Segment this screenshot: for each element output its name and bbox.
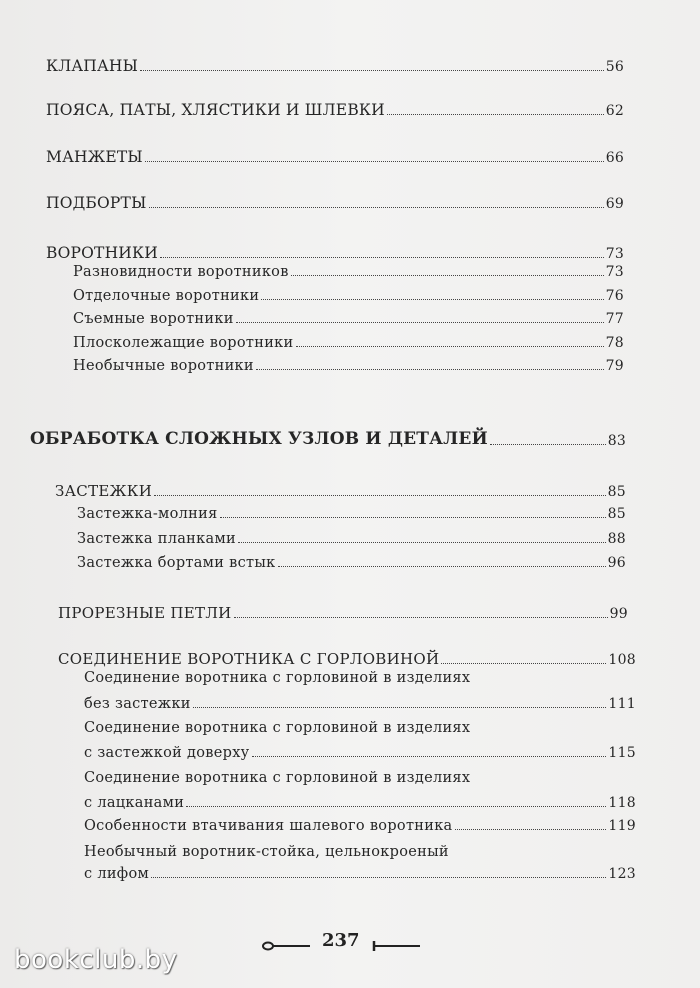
toc-subentry xyxy=(73,288,624,304)
toc-entry-label: с лифом xyxy=(84,866,150,882)
toc-entry-fasteners xyxy=(55,482,626,500)
toc-subentry xyxy=(84,795,636,811)
toc-subentry xyxy=(84,696,636,712)
toc-entry-collars xyxy=(46,244,624,262)
toc-entry-label: Необычные воротники xyxy=(73,358,254,374)
toc-page-number: 99 xyxy=(609,606,628,622)
dot-leader xyxy=(441,663,606,664)
dot-leader xyxy=(151,877,606,878)
toc-page-number: 118 xyxy=(608,795,636,811)
toc-entry-facings xyxy=(46,194,624,212)
toc-subentry xyxy=(73,264,624,280)
toc-entry-label: Застежка планками xyxy=(77,531,236,547)
toc-entry-flaps xyxy=(46,57,624,75)
toc-page-number: 85 xyxy=(607,484,626,500)
toc-page-number: 73 xyxy=(605,246,624,262)
toc-entry-belts xyxy=(46,101,624,119)
toc-entry-cuffs xyxy=(46,148,624,166)
toc-page-number: 78 xyxy=(605,335,624,351)
toc-page-number: 79 xyxy=(605,358,624,374)
toc-page-number: 123 xyxy=(608,866,636,882)
page-folio xyxy=(262,928,422,958)
toc-subentry-line1: Необычный воротник-стойка, цельнокроеный xyxy=(84,844,449,860)
toc-page-number: 119 xyxy=(608,818,636,834)
toc-subentry xyxy=(84,866,636,882)
toc-entry-label: ПОДБОРТЫ xyxy=(46,194,147,212)
page-number: 237 xyxy=(322,930,360,951)
dot-leader xyxy=(193,707,607,708)
toc-entry-buttonholes xyxy=(58,604,628,622)
toc-page-number: 76 xyxy=(605,288,624,304)
toc-entry-label: без застежки xyxy=(84,696,191,712)
toc-page-number: 62 xyxy=(605,103,624,119)
toc-page-number: 83 xyxy=(607,433,626,449)
toc-subentry xyxy=(77,555,626,571)
toc-entry-label: ПРОРЕЗНЫЕ ПЕТЛИ xyxy=(58,604,232,622)
dot-leader xyxy=(220,517,606,518)
toc-subentry xyxy=(77,531,626,547)
dot-leader xyxy=(154,495,605,496)
toc-entry-label: Особенности втачивания шалевого воротника xyxy=(84,818,453,834)
dot-leader xyxy=(291,275,604,276)
toc-entry-label: МАНЖЕТЫ xyxy=(46,148,143,166)
dot-leader xyxy=(160,257,604,258)
toc-subentry xyxy=(73,311,624,327)
toc-entry-label: Разновидности воротников xyxy=(73,264,289,280)
toc-entry-label: ОБРАБОТКА СЛОЖНЫХ УЗЛОВ И ДЕТАЛЕЙ xyxy=(30,429,488,449)
toc-entry-label: Застежка бортами встык xyxy=(77,555,276,571)
dot-leader xyxy=(145,161,604,162)
dot-leader xyxy=(149,207,604,208)
toc-subentry-line1: Соединение воротника с горловиной в изделиях xyxy=(84,720,471,736)
toc-subentry-line1: Соединение воротника с горловиной в изделиях xyxy=(84,770,471,786)
dot-leader xyxy=(278,566,606,567)
toc-page-number: 73 xyxy=(605,264,624,280)
toc-entry-label: с лацканами xyxy=(84,795,185,811)
toc-page-number: 69 xyxy=(605,196,624,212)
dot-leader xyxy=(490,444,606,445)
dot-leader xyxy=(387,114,604,115)
toc-page-number: 111 xyxy=(608,696,636,712)
dot-leader xyxy=(236,322,604,323)
toc-entry-label: Съемные воротники xyxy=(73,311,234,327)
toc-subentry xyxy=(73,335,624,351)
dot-leader xyxy=(261,299,603,300)
dot-leader xyxy=(296,346,604,347)
needle-ornament-left-icon xyxy=(262,940,312,952)
dot-leader xyxy=(256,369,604,370)
toc-entry-label: КЛАПАНЫ xyxy=(46,57,139,75)
toc-section-heading xyxy=(30,429,626,449)
toc-subentry xyxy=(84,818,636,834)
dot-leader xyxy=(238,542,606,543)
toc-page-number: 108 xyxy=(608,652,636,668)
toc-entry-label: Отделочные воротники xyxy=(73,288,260,304)
needle-ornament-right-icon xyxy=(372,940,422,952)
toc-entry-label: ПОЯСА, ПАТЫ, ХЛЯСТИКИ И ШЛЕВКИ xyxy=(46,101,385,119)
toc-subentry xyxy=(77,506,626,522)
dot-leader xyxy=(234,617,608,618)
dot-leader xyxy=(140,70,604,71)
toc-page-number: 96 xyxy=(607,555,626,571)
dot-leader xyxy=(252,756,607,757)
toc-entry-label: с застежкой доверху xyxy=(84,745,250,761)
toc-entry-label: СОЕДИНЕНИЕ ВОРОТНИКА С ГОРЛОВИНОЙ xyxy=(58,650,440,668)
toc-entry-label: ВОРОТНИКИ xyxy=(46,244,158,262)
toc-page-number: 77 xyxy=(605,311,624,327)
toc-entry-label: ЗАСТЕЖКИ xyxy=(55,482,153,500)
toc-subentry xyxy=(84,745,636,761)
toc-page-number: 66 xyxy=(605,150,624,166)
toc-page-number: 88 xyxy=(607,531,626,547)
toc-entry-collar-neckline xyxy=(58,650,636,668)
toc-page-number: 115 xyxy=(608,745,636,761)
toc-page-number: 85 xyxy=(607,506,626,522)
dot-leader xyxy=(186,806,606,807)
toc-subentry xyxy=(73,358,624,374)
toc-page-number: 56 xyxy=(605,59,624,75)
watermark-text: bookclub.by xyxy=(14,945,178,975)
toc-entry-label: Плосколежащие воротники xyxy=(73,335,294,351)
toc-entry-label: Застежка-молния xyxy=(77,506,218,522)
dot-leader xyxy=(455,829,607,830)
toc-subentry-line1: Соединение воротника с горловиной в изделиях xyxy=(84,670,471,686)
